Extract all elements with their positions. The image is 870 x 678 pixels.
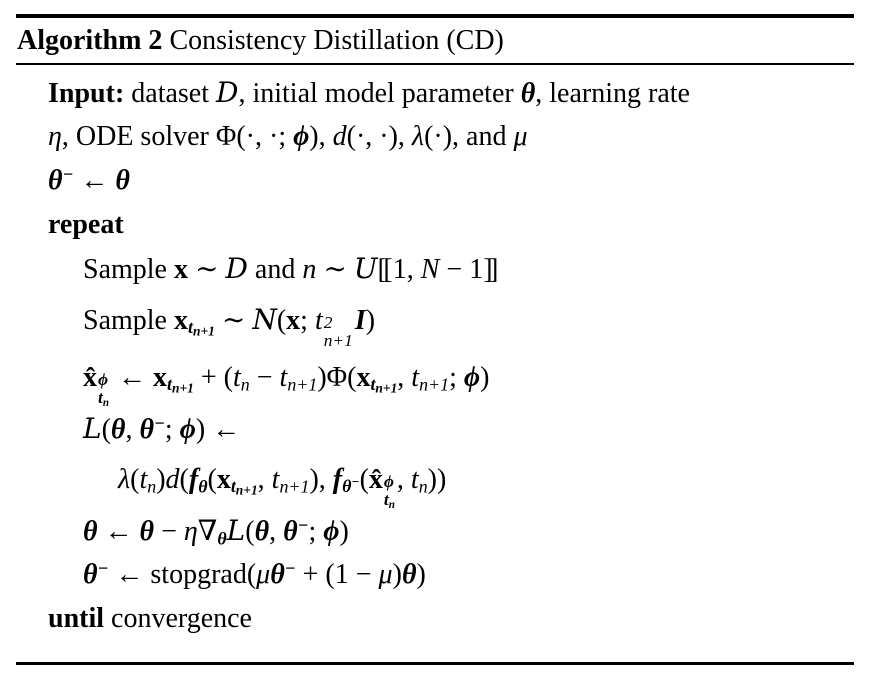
math-segment: $t_n$	[410, 464, 428, 497]
math-segment: ;	[300, 305, 315, 336]
math-segment: ←	[111, 362, 154, 393]
algorithm-number: Algorithm 2	[17, 25, 163, 56]
math-segment: θ	[217, 528, 227, 549]
math-segment: U	[353, 252, 378, 285]
math-segment: +1	[382, 381, 398, 397]
math-segment: −	[284, 558, 296, 579]
math-segment: θ	[254, 516, 270, 547]
math-segment: +1	[288, 476, 310, 497]
math-segment: λ	[411, 121, 425, 152]
math-segment: $t_n$	[98, 388, 110, 410]
math-segment: t 2 n+1	[314, 305, 353, 351]
math-segment: n	[388, 499, 395, 512]
math-segment: D	[225, 252, 248, 285]
math-segment: (	[359, 464, 369, 495]
math-segment: convergence	[104, 603, 252, 634]
algorithm-line	[0, 597, 870, 641]
math-segment: , initial model parameter	[238, 78, 521, 109]
math-segment: n	[240, 374, 250, 395]
math-segment: ϕ	[323, 516, 340, 547]
math-segment: d	[332, 121, 347, 152]
algorithm-line	[0, 203, 870, 247]
math-segment: −	[351, 474, 360, 490]
math-segment: (	[245, 516, 255, 547]
math-segment: μ	[378, 559, 393, 590]
algorithm-line	[0, 71, 870, 115]
math-segment: −	[249, 362, 280, 393]
math-segment: ),	[309, 121, 333, 152]
math-segment: n	[102, 397, 110, 410]
math-segment: ;	[449, 362, 464, 393]
algorithm-line	[0, 553, 870, 597]
math-segment: θ	[115, 165, 130, 196]
math-segment: −	[97, 558, 109, 579]
math-segment: ϕ	[463, 362, 481, 393]
math-segment: +1	[179, 381, 194, 397]
math-segment: $t_{n+1}$	[279, 362, 318, 395]
math-segment: x̂ ϕ $t_n$	[368, 464, 395, 512]
math-segment: Input:	[48, 78, 125, 109]
math-segment: ;	[308, 516, 324, 547]
math-segment: ϕ	[293, 121, 310, 152]
math-segment: I	[354, 305, 366, 336]
stacked-scripts	[98, 370, 110, 410]
math-segment: ]]	[483, 254, 496, 285]
math-segment: )	[156, 464, 166, 495]
math-segment: θ−	[283, 515, 309, 547]
math-segment: (	[276, 305, 287, 336]
math-segment: n	[172, 381, 180, 397]
math-segment: , learning rate	[535, 78, 690, 109]
math-segment: N	[252, 303, 277, 336]
math-segment: Sample	[83, 305, 174, 336]
math-segment: ∼	[214, 305, 253, 336]
math-segment: λ	[118, 464, 131, 495]
math-segment: )	[365, 305, 376, 336]
stacked-scripts	[383, 472, 395, 512]
math-segment: +1	[200, 324, 215, 340]
math-segment: θ−	[270, 558, 296, 590]
math-segment: N	[420, 254, 440, 285]
math-segment: θ−	[139, 413, 165, 445]
math-segment: tn+1	[230, 476, 258, 499]
math-segment: ,	[269, 516, 284, 547]
stacked-scripts	[324, 314, 353, 350]
algorithm-line	[0, 159, 870, 203]
math-segment: ϕ	[383, 472, 394, 492]
math-segment: +1	[332, 331, 353, 351]
math-segment: +1	[243, 483, 258, 499]
math-segment: $x_{t_{n+1}}$	[356, 362, 398, 397]
math-segment: $t_{n+1}$	[411, 362, 450, 395]
math-segment: ∼	[316, 254, 354, 285]
math-segment: θ	[401, 559, 417, 590]
math-segment: ←	[97, 516, 140, 547]
math-segment: ) ←	[195, 414, 241, 445]
math-segment: , ODE solver	[61, 121, 216, 152]
math-segment: $f_{\theta^-}$	[332, 464, 360, 497]
math-segment: x	[286, 305, 301, 336]
math-segment: ← stopgrad(	[108, 559, 257, 590]
math-segment: 2	[323, 313, 333, 333]
math-segment: (	[207, 464, 217, 495]
math-segment: ,	[125, 414, 140, 445]
math-segment: dataset	[124, 78, 217, 109]
math-segment: ,	[396, 464, 411, 495]
math-segment: θ	[139, 516, 155, 547]
math-segment: n	[147, 476, 157, 497]
math-segment: tn+1	[188, 317, 215, 340]
algorithm-box	[0, 14, 870, 678]
math-segment: n	[279, 476, 289, 497]
math-segment: (	[179, 464, 189, 495]
math-segment: −	[297, 515, 309, 536]
math-segment: + (1 −	[295, 559, 379, 590]
math-segment: η	[48, 121, 62, 152]
math-segment: Φ(·, ·;	[215, 121, 294, 152]
math-segment: $f_\theta$	[188, 464, 208, 497]
math-segment: $x_{t_{n+1}}$	[174, 305, 215, 340]
math-segment: $x_{t_{n+1}}$	[216, 464, 258, 499]
math-segment: tn+1	[167, 374, 194, 397]
math-segment: ;	[164, 414, 180, 445]
math-segment: $\nabla_\theta$	[197, 516, 227, 549]
math-segment: until	[48, 603, 105, 634]
math-segment: n	[419, 374, 429, 395]
math-segment: ∼	[188, 254, 226, 285]
algorithm-line	[0, 291, 870, 349]
math-segment: x̂ ϕ $t_n$	[83, 362, 110, 410]
math-segment: ))	[427, 464, 447, 495]
math-segment: )	[392, 559, 402, 590]
math-segment: ),	[309, 464, 333, 495]
math-segment: repeat	[48, 209, 124, 240]
math-segment: L	[83, 412, 102, 445]
math-segment: n	[287, 374, 297, 395]
math-segment: )Φ(	[317, 362, 357, 393]
math-segment: ϕ	[179, 414, 196, 445]
math-segment: θ	[83, 516, 98, 547]
algorithm-body	[0, 65, 870, 641]
math-segment: −	[154, 516, 184, 547]
math-segment: θ	[520, 78, 536, 109]
math-segment: −	[62, 164, 74, 185]
math-segment: ←	[73, 165, 116, 196]
math-segment: D	[216, 76, 239, 109]
math-segment: n	[235, 483, 244, 499]
algorithm-line	[0, 115, 870, 159]
math-segment: )	[339, 516, 349, 547]
math-segment: )	[416, 559, 426, 590]
math-segment: θ−	[83, 558, 109, 590]
math-segment: ,	[397, 362, 412, 393]
algorithm-line	[0, 509, 870, 553]
math-segment: and	[247, 254, 303, 285]
math-segment: n	[302, 254, 317, 285]
math-segment: n	[192, 324, 201, 340]
math-segment: 1,	[392, 254, 421, 285]
algorithm-line	[0, 451, 870, 512]
algorithm-title: Consistency Distillation (CD)	[162, 25, 504, 56]
math-segment: θ	[198, 476, 208, 497]
math-segment: θ	[110, 414, 126, 445]
math-segment: η	[183, 516, 198, 547]
math-segment: (·), and	[424, 121, 514, 152]
math-segment: )	[480, 362, 490, 393]
math-segment: −	[154, 413, 165, 434]
math-segment: (	[130, 464, 140, 495]
algorithm-header	[16, 18, 854, 63]
math-segment: $t_n$	[139, 464, 157, 497]
math-segment: ϕ	[98, 370, 109, 390]
math-segment: − 1	[439, 254, 484, 285]
math-segment: θ−	[48, 164, 74, 196]
math-segment: [[	[377, 254, 390, 285]
math-segment: d	[165, 464, 180, 495]
math-segment: n	[418, 476, 428, 497]
algorithm-line	[0, 407, 870, 451]
math-segment: μ	[256, 559, 271, 590]
math-segment: $x_{t_{n+1}}$	[153, 362, 194, 397]
math-segment: $t_n$	[233, 362, 250, 395]
math-segment: $t_n$	[383, 490, 395, 512]
math-segment: μ	[513, 121, 528, 152]
math-segment: +1	[428, 374, 450, 395]
math-segment: L	[226, 514, 246, 547]
math-segment: n	[323, 331, 333, 351]
math-segment: $t_{n+1}$	[271, 464, 310, 497]
math-segment: tn+1	[370, 374, 398, 397]
math-segment: ,	[257, 464, 272, 495]
math-segment: n	[375, 381, 383, 397]
math-segment: x	[174, 254, 188, 285]
math-segment: Sample	[83, 254, 174, 285]
math-segment: (·, ·),	[346, 121, 412, 152]
math-segment: (	[101, 414, 111, 445]
math-segment: θ−	[342, 474, 360, 497]
algorithm-line	[0, 247, 870, 291]
algorithm-line	[0, 349, 870, 410]
math-segment: +1	[296, 374, 318, 395]
math-segment: + (	[193, 362, 233, 393]
